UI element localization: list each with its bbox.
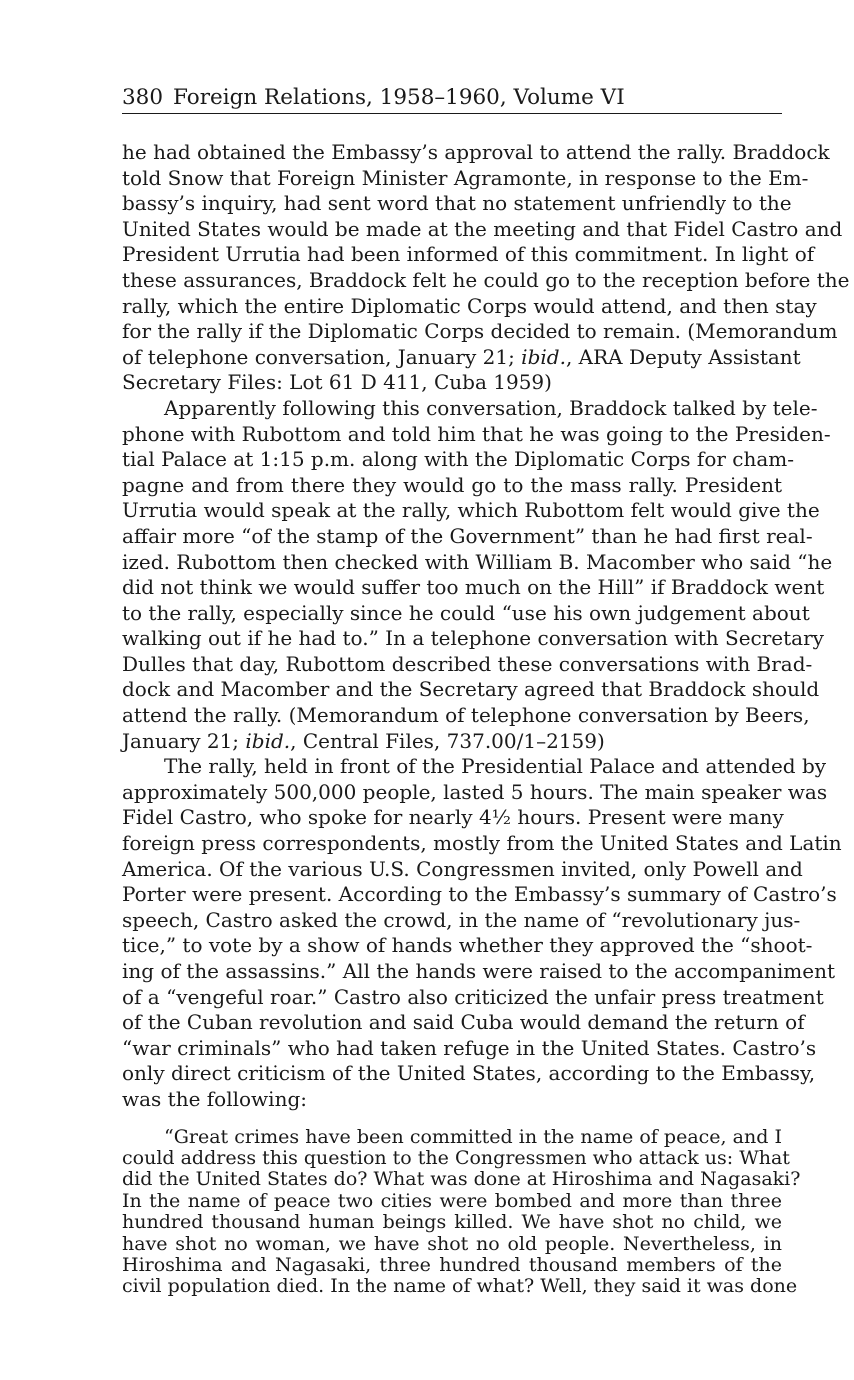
text-line: for the rally if the Diplomatic Corps decided to remain. (Memorandum — [122, 319, 838, 344]
text-line: of the Cuban revolution and said Cuba would demand the return of — [122, 1010, 805, 1035]
text-line: Porter were present. According to the Embassy’s summary of Castro’s — [122, 882, 837, 907]
text-run: , Central Files, 737.00/1–2159) — [290, 728, 605, 753]
text-run: January 21; — [122, 728, 246, 753]
text-line: Hiroshima and Nagasaki, three hundred thousand members of the — [122, 1254, 782, 1276]
text-line: phone with Rubottom and told him that he was going to the Presiden- — [122, 421, 831, 446]
italic-citation: ibid. — [245, 728, 291, 753]
text-line: approximately 500,000 people, lasted 5 hours. The main speaker was — [122, 779, 828, 804]
text-line: did the United States do? What was done at Hiroshima and Nagasaki? — [122, 1168, 801, 1191]
text-line: Dulles that day, Rubottom described these conversations with Brad- — [122, 651, 813, 676]
text-line: did not think we would suffer too much on the Hill” if Braddock went — [122, 575, 825, 600]
text-line: “Great crimes have been committed in the name of peace, and I — [164, 1125, 782, 1148]
volume-title: Foreign Relations, 1958–1960, Volume VI — [173, 85, 625, 110]
text-line: affair more “of the stamp of the Government” than he had first real- — [122, 523, 813, 548]
text-line: told Snow that Foreign Minister Agramonte, in response to the Em- — [122, 165, 809, 190]
text-line: In the name of peace two cities were bombed and more than three — [122, 1189, 782, 1212]
running-head — [122, 84, 782, 114]
text-line — [122, 729, 782, 755]
text-line: America. Of the various U.S. Congressmen invited, only Powell and — [122, 856, 803, 881]
text-line: he had obtained the Embassy’s approval to attend the rally. Braddock — [122, 140, 830, 164]
text-line: pagne and from there they would go to the mass rally. President — [122, 472, 782, 497]
text-line: “war criminals” who had taken refuge in the United States. Castro’s — [122, 1035, 817, 1060]
body-text — [122, 140, 850, 1298]
text-line: tial Palace at 1:15 p.m. along with the Diplomatic Corps for cham- — [122, 447, 795, 472]
text-line: Urrutia would speak at the rally, which Rubottom felt would give the — [122, 498, 820, 523]
text-line: foreign press correspondents, mostly from the United States and Latin — [122, 831, 842, 856]
text-line: civil population died. In the name of what? Well, they said it was done — [122, 1275, 798, 1298]
text-line: to the rally, especially since he could “use his own judgement about — [122, 600, 810, 625]
text-line: rally, which the entire Diplomatic Corps would attend, and then stay — [122, 293, 817, 318]
text-line: Apparently following this conversation, Braddock talked by tele- — [164, 395, 818, 420]
text-line: speech, Castro asked the crowd, in the name of “revolutionary jus- — [122, 907, 801, 932]
page-number: 380 — [122, 85, 164, 110]
text-line: Fidel Castro, who spoke for nearly 4½ hours. Present were many — [122, 805, 784, 830]
text-line: walking out if he had to.” In a telephone conversation with Secretary — [122, 626, 824, 651]
italic-citation: ibid. — [521, 344, 566, 369]
text-line: dock and Macomber and the Secretary agreed that Braddock should — [122, 677, 820, 702]
text-line: hundred thousand human beings killed. We have shot no child, we — [122, 1211, 782, 1234]
text-line: of a “vengeful roar.” Castro also criticized the unfair press treatment — [122, 984, 824, 1009]
text-line: could address this question to the Congressmen who attack us: What — [122, 1146, 790, 1169]
text-line: attend the rally. (Memorandum of telephone conversation by Beers, — [122, 703, 810, 728]
block-quote — [122, 1125, 801, 1298]
text-line: only direct criticism of the United States, according to the Embassy, — [122, 1061, 816, 1086]
text-line: was the following: — [122, 1086, 307, 1111]
text-line: these assurances, Braddock felt he could go to the reception before the — [122, 267, 850, 292]
text-run: , ARA Deputy Assistant — [565, 344, 801, 369]
text-line: bassy’s inquiry, had sent word that no statement unfriendly to the — [122, 191, 792, 216]
text-line: ing of the assassins.” All the hands were raised to the accompaniment — [122, 959, 835, 983]
text-line: United States would be made at the meeting and that Fidel Castro and — [122, 216, 843, 241]
paragraph — [122, 140, 850, 396]
text-line: tice,” to vote by a show of hands whether they approved the “shoot- — [122, 933, 813, 958]
text-line: ized. Rubottom then checked with William B. Macomber who said “he — [122, 549, 833, 574]
text-line: have shot no woman, we have shot no old people. Nevertheless, in — [122, 1232, 782, 1255]
text-line: Secretary Files: Lot 61 D 411, Cuba 1959) — [122, 370, 552, 395]
text-run: of telephone conversation, January 21; — [122, 344, 522, 369]
text-line — [122, 344, 801, 371]
text-line: The rally, held in front of the Presidential Palace and attended by — [164, 754, 827, 779]
paragraph — [122, 395, 833, 754]
paragraph — [122, 754, 842, 1112]
text-line: President Urrutia had been informed of this commitment. In light of — [122, 242, 815, 267]
